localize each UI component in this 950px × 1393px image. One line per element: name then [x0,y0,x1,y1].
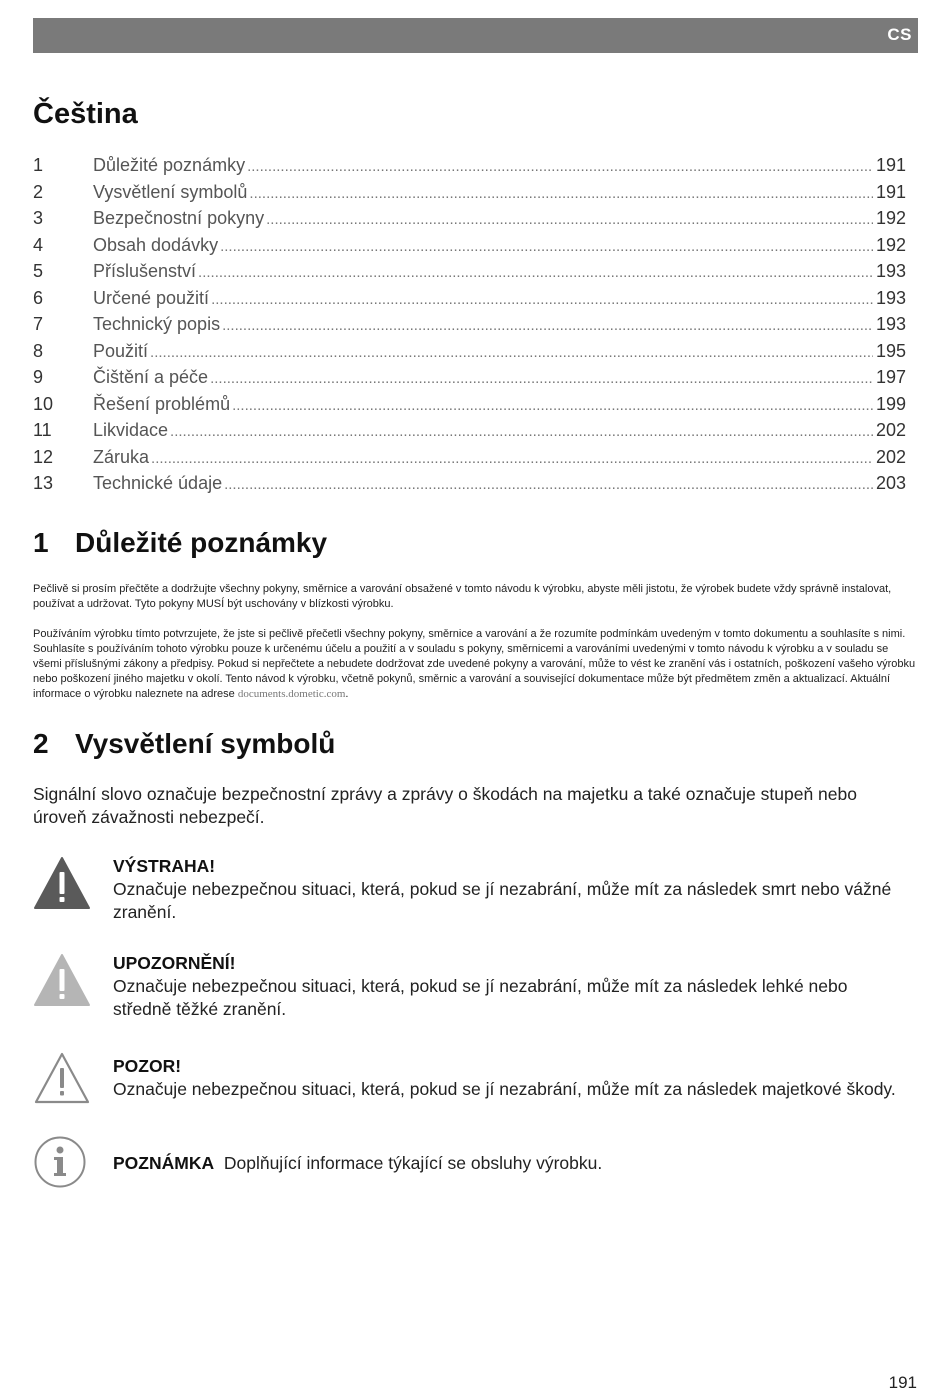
toc-entry-page: 199 [875,393,906,414]
toc-entry[interactable] [33,235,906,262]
toc-entry-page: 193 [875,287,906,308]
toc-entry[interactable] [33,182,906,209]
toc-entry-number: 9 [33,367,44,387]
toc-entry[interactable] [33,420,906,447]
toc-entry-page: 192 [875,208,906,228]
toc-entry-number: 3 [33,208,44,228]
caution-text: Označuje nebezpečnou situaci, která, pokud se jí nezabrání, může mít za následek lehké nebo středně těžké zranění. [113,976,848,1019]
toc-entry-page: 202 [875,446,906,467]
section-number: 1 [33,527,49,558]
toc-entry-page: 197 [875,367,906,387]
symbol-description [113,855,903,924]
header-bar [33,18,918,53]
symbol-description [113,952,903,1021]
paragraph-text: Používáním výrobku tímto potvrzujete, že jste si pečlivě přečetli všechny pokyny, směrnice a varování a že rozumíte podmínkám uvedeným v tomto dokumentu a souhlasíte s nimi. Souhlasíte s používáním tohoto výrobku pouze k určenému účelu a použití a v souladu s pokyny, směrnicemi a varováními uvedenými v tomto návodu k výrobku a v souladu se všemi příslušnými zákony a předpisy. Pokud si nepřečtete a nebudete dodržovat zde uvedené pokyny a varování, může to vést ke zranění vás i ostatních, poškození vašeho výrobku nebo poškození jiného majetku v okolí. Tento návod k výrobku, včetně pokynů, směrnic a varování a související dokumentace může být předmětem změn a aktualizací. Aktuální informace o výrobku naleznete na adrese [33,628,916,700]
caution-icon [33,952,91,1008]
toc-entry-title: Čištění a péče [93,367,209,387]
note-label: POZNÁMKA [113,1153,215,1173]
toc-entry[interactable] [33,394,906,421]
symbol-caution [33,952,913,1032]
toc-leader-dots [211,291,873,308]
warning-label: VÝSTRAHA! [113,856,216,876]
toc-entry-page: 195 [875,340,906,361]
language-code: CS [887,25,912,44]
toc-entry-title: Obsah dodávky [93,234,219,255]
toc-leader-dots [224,476,873,493]
toc-entry-number: 6 [33,287,44,308]
table-of-contents [33,155,906,500]
toc-leader-dots [266,211,873,228]
caution-label: UPOZORNĚNÍ! [113,953,236,973]
toc-entry-title: Technický popis [93,314,221,334]
toc-entry-title: Určené použití [93,287,210,308]
toc-leader-dots [210,370,873,387]
toc-entry-title: Bezpečnostní pokyny [93,208,265,228]
toc-entry[interactable] [33,341,906,368]
toc-entry[interactable] [33,367,906,394]
notice-label: POZOR! [113,1056,182,1076]
toc-entry-title: Důležité poznámky [93,155,246,175]
note-text: Doplňující informace týkající se obsluhy výrobku. [223,1153,603,1173]
toc-entry-number: 11 [33,420,52,440]
toc-entry[interactable] [33,155,906,182]
toc-entry-page: 191 [875,181,906,202]
toc-leader-dots [150,344,873,361]
symbol-warning [33,855,913,935]
toc-leader-dots [249,185,873,202]
notice-icon [33,1050,91,1106]
section-2-heading [33,728,335,760]
important-notes-paragraph-1: Pečlivě si prosím přečtěte a dodržujte všechny pokyny, směrnice a varování obsažené v tomto návodu k výrobku, abyste měli jistotu, že výrobek budete vždy správně instalovat, používat a udržovat. Tyto pokyny MUSÍ být uschovány v blízkosti výrobku. [33,583,892,610]
notice-text: Označuje nebezpečnou situaci, která, pokud se jí nezabrání, může mít za následek majetkové škody. [113,1079,896,1099]
section-title: Vysvětlení symbolů [75,728,336,759]
toc-leader-dots [222,317,873,334]
toc-leader-dots [170,423,873,440]
toc-entry-number: 13 [33,473,54,493]
toc-leader-dots [232,397,873,414]
documents-link[interactable]: documents.dometic.com [237,688,346,700]
toc-entry-page: 203 [875,473,906,493]
toc-entry[interactable] [33,288,906,315]
toc-leader-dots [247,158,873,175]
toc-entry[interactable] [33,314,906,341]
toc-entry-number: 4 [33,234,44,255]
symbol-note [33,1135,913,1215]
toc-entry-page: 193 [875,314,906,334]
section-title: Důležité poznámky [75,527,328,558]
toc-entry-number: 7 [33,314,44,334]
symbol-description [113,1152,903,1175]
symbol-description [113,1055,903,1101]
warning-icon [33,855,91,911]
toc-entry-page: 192 [875,234,906,255]
info-icon [33,1135,87,1189]
page-title: Čeština [33,98,138,130]
toc-entry-title: Řešení problémů [93,393,231,414]
toc-leader-dots [198,264,873,281]
section-number: 2 [33,728,49,759]
signal-word-intro: Signální slovo označuje bezpečnostní zprávy a zprávy o škodách na majetku a také označuje stupeň nebo úroveň závažnosti nebezpečí. [33,784,857,827]
toc-entry-title: Příslušenství [93,261,197,281]
toc-entry-title: Záruka [93,446,150,467]
toc-entry[interactable] [33,261,906,288]
toc-entry-page: 202 [875,420,906,440]
paragraph-end: . [345,688,349,700]
toc-entry-number: 10 [33,393,54,414]
toc-entry[interactable] [33,208,906,235]
toc-entry-number: 2 [33,181,44,202]
toc-entry[interactable] [33,473,906,500]
toc-leader-dots [220,238,873,255]
section-1-heading [33,527,327,559]
toc-entry-number: 8 [33,340,44,361]
toc-entry-title: Likvidace [93,420,169,440]
toc-entry-page: 193 [875,261,906,281]
important-notes-paragraph-2 [33,627,918,702]
toc-entry-title: Použití [93,340,149,361]
toc-entry-number: 5 [33,261,44,281]
toc-entry-number: 1 [33,155,44,175]
toc-entry[interactable] [33,447,906,474]
symbol-notice [33,1055,913,1135]
toc-entry-title: Technické údaje [93,473,223,493]
warning-text: Označuje nebezpečnou situaci, která, pokud se jí nezabrání, může mít za následek smrt nebo vážné zranění. [113,879,892,922]
toc-leader-dots [151,450,873,467]
toc-entry-title: Vysvětlení symbolů [93,181,248,202]
toc-entry-number: 12 [33,446,54,467]
page-number: 191 [888,1373,917,1392]
toc-entry-page: 191 [875,155,906,175]
